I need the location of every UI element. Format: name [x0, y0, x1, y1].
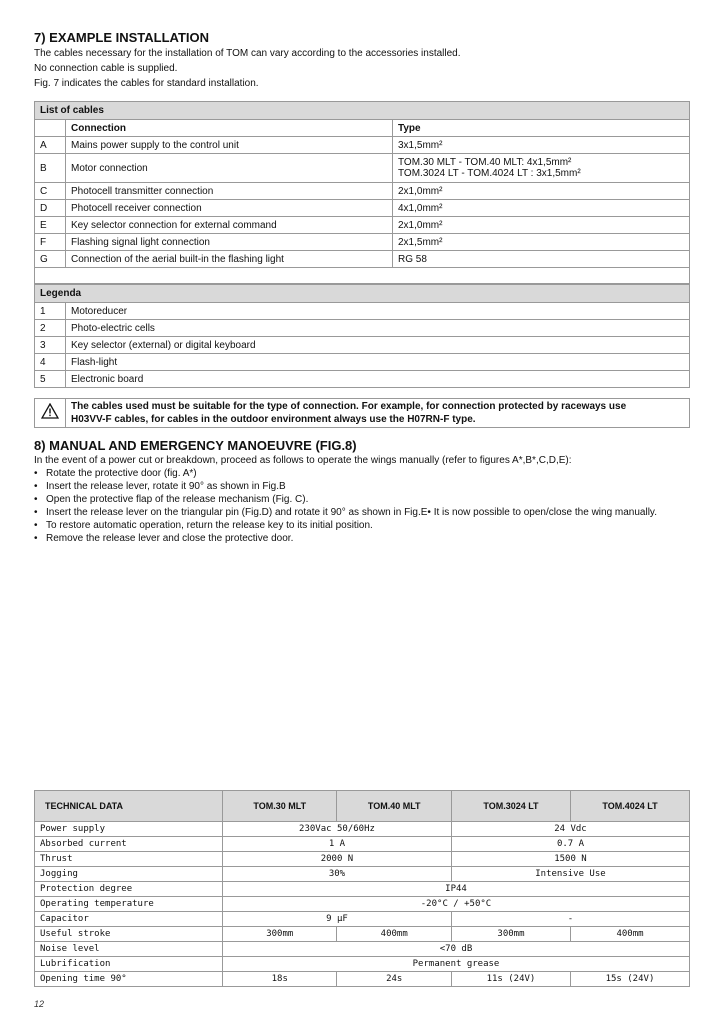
tech-value: 24s	[337, 972, 451, 987]
row-type: 2x1,0mm²	[393, 217, 690, 234]
table-row	[35, 822, 690, 837]
row-connection: Flashing signal light connection	[66, 234, 393, 251]
table-row	[35, 234, 690, 251]
row-id: A	[35, 137, 66, 154]
tech-value: 1500 N	[451, 852, 689, 867]
table-row	[35, 354, 690, 371]
tech-value: 15s (24V)	[570, 972, 689, 987]
row-type: RG 58	[393, 251, 690, 268]
list-item: • Rotate the protective door (fig. A*)	[34, 467, 690, 480]
table-row	[35, 371, 690, 388]
tech-label: Lubrification	[35, 957, 223, 972]
technical-data-section	[34, 790, 690, 987]
table-row	[35, 852, 690, 867]
warning-box	[34, 398, 690, 428]
table-row	[35, 137, 690, 154]
tech-value: 30%	[223, 867, 452, 882]
legend-id: 3	[35, 337, 66, 354]
list-item: • Insert the release lever on the triangular pin (Fig.D) and rotate it 90° as shown in Fig.E• It is now possible to open/close the wing manually.	[34, 506, 690, 519]
page-number: 12	[34, 999, 45, 1009]
tech-label: Power supply	[35, 822, 223, 837]
tech-value: IP44	[223, 882, 690, 897]
row-id: C	[35, 183, 66, 200]
warning-line: H03VV-F cables, for cables in the outdoor environment always use the H07RN-F type.	[71, 414, 476, 425]
warning-line: The cables used must be suitable for the type of connection. For example, for connection protected by raceways use	[71, 401, 627, 412]
row-type: 3x1,5mm²	[393, 137, 690, 154]
tech-value: 400mm	[570, 927, 689, 942]
col-type-header: Type	[393, 120, 690, 137]
row-type-line: TOM.3024 LT - TOM.4024 LT : 3x1,5mm²	[398, 168, 581, 179]
page-content	[34, 30, 690, 545]
table-row	[35, 320, 690, 337]
legend-id: 1	[35, 303, 66, 320]
cables-table	[34, 101, 690, 284]
table-row	[35, 337, 690, 354]
row-id: B	[35, 154, 66, 183]
col-connection-header: Connection	[66, 120, 393, 137]
cables-table-title: List of cables	[35, 102, 690, 120]
tech-value: Permanent grease	[223, 957, 690, 972]
legend-title: Legenda	[35, 285, 690, 303]
table-row	[35, 837, 690, 852]
row-connection: Motor connection	[66, 154, 393, 183]
tech-label: Opening time 90°	[35, 972, 223, 987]
row-type	[393, 154, 690, 183]
legend-text: Photo-electric cells	[66, 320, 690, 337]
section-7-intro	[34, 46, 690, 91]
tech-value: 1 A	[223, 837, 452, 852]
table-row	[35, 217, 690, 234]
row-id: D	[35, 200, 66, 217]
tech-value: -20°C / +50°C	[223, 897, 690, 912]
table-row	[35, 303, 690, 320]
section-7-title: 7) EXAMPLE INSTALLATION	[34, 30, 210, 45]
tech-value: 11s (24V)	[451, 972, 570, 987]
row-connection: Photocell transmitter connection	[66, 183, 393, 200]
tech-label: Protection degree	[35, 882, 223, 897]
table-row	[35, 957, 690, 972]
legend-text: Flash-light	[66, 354, 690, 371]
tech-label: Noise level	[35, 942, 223, 957]
legend-id: 2	[35, 320, 66, 337]
section-8	[34, 438, 690, 545]
tech-value: 0.7 A	[451, 837, 689, 852]
table-row	[35, 927, 690, 942]
row-id: G	[35, 251, 66, 268]
section-8-title: 8) MANUAL AND EMERGENCY MANOEUVRE (FIG.8)	[34, 438, 357, 453]
intro-line: The cables necessary for the installation of TOM can vary according to the accessories installed.	[34, 48, 461, 59]
warning-icon	[35, 399, 66, 428]
tech-value: 300mm	[223, 927, 337, 942]
tech-value: 230Vac 50/60Hz	[223, 822, 452, 837]
list-item: • Remove the release lever and close the protective door.	[34, 532, 690, 545]
row-connection: Mains power supply to the control unit	[66, 137, 393, 154]
tech-value: 2000 N	[223, 852, 452, 867]
table-row	[35, 200, 690, 217]
intro-line: No connection cable is supplied.	[34, 63, 178, 74]
table-row	[35, 912, 690, 927]
tech-label: Operating temperature	[35, 897, 223, 912]
warning-text	[66, 399, 690, 428]
row-type: 2x1,0mm²	[393, 183, 690, 200]
list-item: • Open the protective flap of the release mechanism (Fig. C).	[34, 493, 690, 506]
legend-id: 4	[35, 354, 66, 371]
table-spacer	[35, 268, 690, 284]
tech-label: Useful stroke	[35, 927, 223, 942]
tech-header: TOM.4024 LT	[570, 791, 689, 822]
table-row	[35, 972, 690, 987]
row-type-line: TOM.30 MLT - TOM.40 MLT: 4x1,5mm²	[398, 157, 572, 168]
tech-header: TOM.30 MLT	[223, 791, 337, 822]
row-id: F	[35, 234, 66, 251]
intro-line: Fig. 7 indicates the cables for standard installation.	[34, 78, 259, 89]
table-row	[35, 154, 690, 183]
tech-header: TECHNICAL DATA	[35, 791, 223, 822]
tech-value: 300mm	[451, 927, 570, 942]
list-item: • To restore automatic operation, return the release key to its initial position.	[34, 519, 690, 532]
row-type: 2x1,5mm²	[393, 234, 690, 251]
table-row	[35, 897, 690, 912]
section-8-intro: In the event of a power cut or breakdown, proceed as follows to operate the wings manually (refer to figures A*,B*,C,D,E):	[34, 455, 572, 466]
tech-value: 24 Vdc	[451, 822, 689, 837]
tech-value: 18s	[223, 972, 337, 987]
row-id: E	[35, 217, 66, 234]
table-row	[35, 942, 690, 957]
legend-text: Electronic board	[66, 371, 690, 388]
legend-id: 5	[35, 371, 66, 388]
list-item: • Insert the release lever, rotate it 90° as shown in Fig.B	[34, 480, 690, 493]
table-row	[35, 183, 690, 200]
cell-empty	[35, 120, 66, 137]
tech-header: TOM.40 MLT	[337, 791, 451, 822]
tech-label: Capacitor	[35, 912, 223, 927]
tech-value: 9 µF	[223, 912, 452, 927]
legend-table	[34, 284, 690, 388]
tech-value: -	[451, 912, 689, 927]
tech-label: Jogging	[35, 867, 223, 882]
row-connection: Connection of the aerial built-in the flashing light	[66, 251, 393, 268]
tech-value: <70 dB	[223, 942, 690, 957]
legend-text: Key selector (external) or digital keyboard	[66, 337, 690, 354]
row-connection: Photocell receiver connection	[66, 200, 393, 217]
tech-value: 400mm	[337, 927, 451, 942]
tech-label: Thrust	[35, 852, 223, 867]
tech-header: TOM.3024 LT	[451, 791, 570, 822]
table-row	[35, 882, 690, 897]
legend-text: Motoreducer	[66, 303, 690, 320]
steps-list	[34, 467, 690, 545]
technical-data-table	[34, 790, 690, 987]
table-row	[35, 251, 690, 268]
row-type: 4x1,0mm²	[393, 200, 690, 217]
row-connection: Key selector connection for external command	[66, 217, 393, 234]
tech-label: Absorbed current	[35, 837, 223, 852]
table-header-row	[35, 791, 690, 822]
tech-value: Intensive Use	[451, 867, 689, 882]
table-row	[35, 867, 690, 882]
